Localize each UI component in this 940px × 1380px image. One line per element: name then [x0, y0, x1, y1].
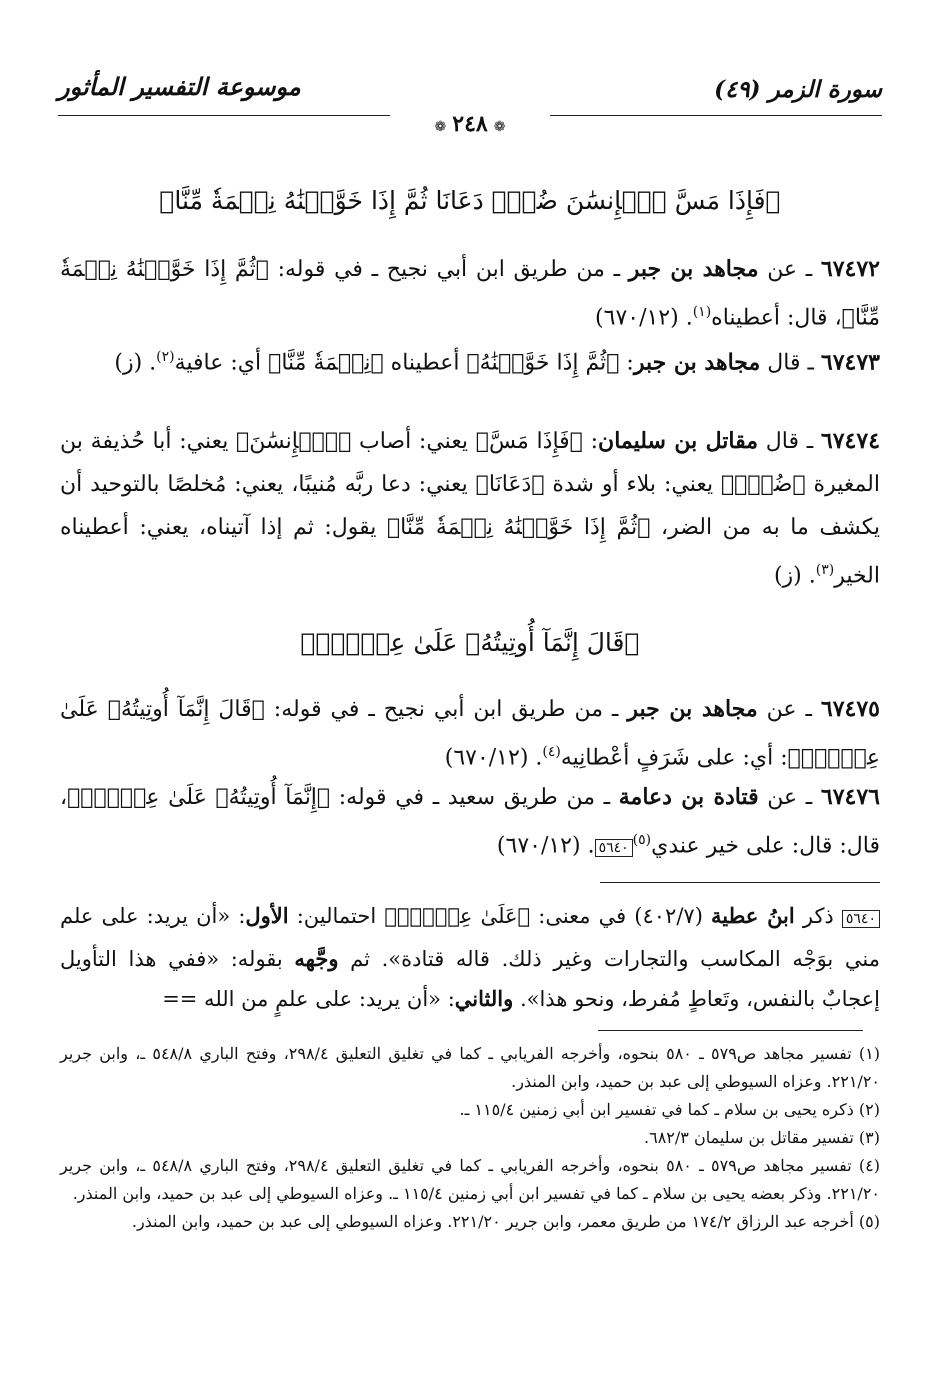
- commentary-text: : «أن يريد: على علمٍ من الله ==: [162, 987, 455, 1011]
- entry-reference: . (٦٧٠/١٢): [444, 745, 543, 771]
- verse-heading-1: ﴿فَإِذَا مَسَّ ٱلۡإِنسَٰنَ ضُرّٞ دَعَانَا ثُمَّ إِذَا خَوَّلۡنَٰهُ نِعۡمَةٗ مِّنَّا﴾: [159, 186, 781, 215]
- commentary-author: ابنُ عطية: [710, 903, 795, 928]
- entry-text: ـ عن: [757, 697, 821, 722]
- entry-text: ـ قال: [760, 350, 821, 376]
- narrator-name: مجاهد بن جبر: [628, 256, 759, 282]
- commentary-label-second: والثاني: [454, 986, 514, 1011]
- footnote-5: (٥) أخرجه عبد الرزاق ١٧٤/٢ من طريق معمر، وابن جرير ٢٢١/٢٠. وعزاه السيوطي إلى عبد بن حميد، وابن المنذر.: [131, 1212, 880, 1231]
- entry-reference: . (ز): [114, 350, 157, 376]
- entry-number: ٦٧٤٧٣: [820, 349, 880, 376]
- narrator-name: قتادة بن دعامة: [618, 784, 759, 810]
- entry-number: ٦٧٤٧٤: [820, 428, 881, 454]
- footnote-marker: (٣): [815, 562, 835, 578]
- entry-text: ـ قال: [758, 429, 821, 454]
- commentary-separator: [600, 882, 880, 883]
- entry-number: ٦٧٤٧٥: [820, 696, 880, 722]
- commentary-text: ذكر: [794, 904, 842, 928]
- commentary-text: بقوله: «ففي هذا التأويل إعجابٌ بالنفس، وتَعاطٍ مُفرط، ونحو هذا».: [60, 947, 880, 1011]
- entry-text: ـ من طريق ابن أبي نجيح ـ في قوله: ﴿ثُمَّ إِذَا خَوَّلۡنَٰهُ نِعۡمَةٗ مِّنَّا﴾، قال: أعطيناه: [60, 257, 880, 331]
- running-header: [58, 72, 882, 110]
- entry-text: : ﴿ثُمَّ إِذَا خَوَّلۡنَٰهُ﴾ أعطيناه ﴿نِعۡمَةٗ مِّنَّا﴾ أي: عافية: [174, 350, 634, 376]
- footnote-4: (٤) تفسير مجاهد ص٥٧٩ ـ ٥٨٠ بنحوه، وأخرجه الفريابي ـ كما في تغليق التعليق ٢٩٨/٤، وفتح الباري ٥٤٨/٨ ـ، وابن جرير ٢٢١/٢٠. وذكر بعضه يحيى بن سلام ـ كما في تفسير ابن أبي زمنين ١١٥/٤ ـ. وعزاه السيوطي إلى عبد بن حميد، وابن المنذر.: [60, 1156, 881, 1203]
- commentary-text: : «أن يريد: على علم مني بوَجْه المكاسب والتجارات وغير ذلك. قاله قتادة». ثم: [60, 904, 880, 971]
- page-number: ٢٤٨: [452, 111, 488, 137]
- commentary-emphasis: وجَّهه: [294, 946, 339, 971]
- entry-reference: . (ز): [773, 563, 816, 589]
- entry-67476: [60, 776, 880, 870]
- footnote-marker: (١): [692, 304, 712, 320]
- footnote-1: (١) تفسير مجاهد ص٥٧٩ ـ ٥٨٠ بنحوه، وأخرجه الفريابي ـ كما في تغليق التعليق ٢٩٨/٤، وفتح الباري ٥٤٨/٨ ـ، وابن جرير ٢٢١/٢٠. وعزاه السيوطي إلى عبد بن حميد، وابن المنذر.: [60, 1044, 881, 1091]
- entry-text: ـ عن: [758, 257, 821, 282]
- footnote-3: (٣) تفسير مقاتل بن سليمان ٦٨٢/٣.: [644, 1128, 880, 1147]
- book-title: موسوعة التفسير المأثور: [58, 72, 301, 101]
- entry-text: : ﴿فَإِذَا مَسَّ﴾ يعني: أصاب ﴿ٱلۡإِنسَٰنَ﴾ يعني: أبا حُذيفة بن المغيرة ﴿ضُرّٞ﴾ يعني: بلاء أو شدة ﴿دَعَانَا﴾ يعني: دعا ربَّه مُنيبًا، يعني: مُخلصًا بالتوحيد أن يكشف ما به من الضر، ﴿ثُمَّ إِذَا خَوَّلۡنَٰهُ نِعۡمَةٗ مِّنَّا﴾ يقول: ثم إذا آتيناه، يعني: أعطيناه الخير: [60, 429, 880, 589]
- commentary-text: (٤٠٢/٧) في معنى: ﴿عَلَىٰ عِلۡمِۭ﴾ احتمالين:: [288, 904, 711, 928]
- entry-text: ـ عن: [758, 785, 821, 810]
- ornament-icon: ❁: [434, 119, 447, 135]
- entry-67473: [60, 336, 880, 384]
- entry-67472: [60, 248, 880, 339]
- surah-header: [714, 76, 882, 103]
- commentary-note: [60, 896, 880, 1019]
- commentary-label-first: الأول: [245, 903, 289, 928]
- entry-number: ٦٧٤٧٦: [820, 784, 880, 810]
- narrator-name: مجاهد بن جبر: [633, 349, 761, 376]
- commentary-number-box: ٥٦٤٠: [842, 910, 880, 928]
- ornament-icon: ❁: [493, 119, 506, 135]
- footnote-marker: (٤): [542, 744, 561, 760]
- page-number-block: [390, 111, 550, 145]
- footnote-marker: (٥): [632, 832, 652, 848]
- narrator-name: مجاهد بن جبر: [627, 696, 758, 722]
- footnote-2: (٢) ذكره يحيى بن سلام ـ كما في تفسير ابن أبي زمنين ١١٥/٤ ـ.: [459, 1100, 880, 1119]
- footnote-separator: [598, 1030, 863, 1031]
- verse-heading-2: ﴿قَالَ إِنَّمَآ أُوتِيتُهُۥ عَلَىٰ عِلۡمِۭ﴾: [300, 628, 640, 657]
- footnotes: [60, 1040, 880, 1236]
- entry-reference: . (٦٧٠/١٢): [496, 833, 595, 859]
- footnote-marker: (٢): [156, 349, 175, 365]
- entry-67475: [60, 688, 880, 779]
- narrator-name: مقاتل بن سليمان: [598, 428, 759, 454]
- verse-ref: (٤٩): [714, 76, 761, 103]
- entry-67474: [60, 420, 880, 597]
- entry-number: ٦٧٤٧٢: [820, 256, 880, 282]
- commentary-ref-box: ٥٦٤٠: [595, 839, 633, 857]
- entry-text: ـ من طريق سعيد ـ في قوله: ﴿إِنَّمَآ أُوتِيتُهُۥ عَلَىٰ عِلۡمِۭ﴾، قال: قال: على خير عندي: [60, 785, 880, 859]
- surah-name: سورة الزمر: [768, 76, 882, 103]
- entry-reference: . (٦٧٠/١٢): [595, 305, 693, 331]
- entry-text: ـ من طريق ابن أبي نجيح ـ في قوله: ﴿قَالَ إِنَّمَآ أُوتِيتُهُۥ عَلَىٰ عِلۡمِۭ﴾: أي: على شَرَفٍ أعْطانِيه: [60, 697, 880, 771]
